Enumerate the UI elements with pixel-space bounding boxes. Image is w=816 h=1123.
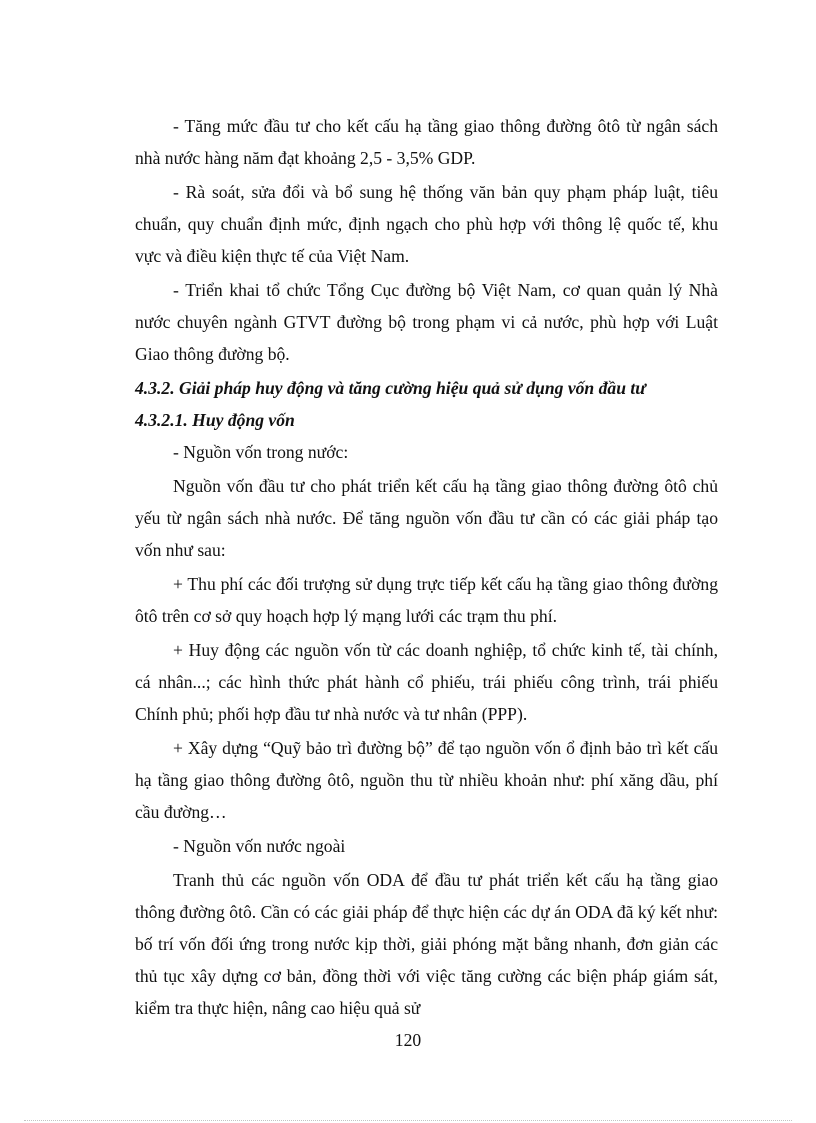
paragraph-5: Nguồn vốn đầu tư cho phát triển kết cấu hạ tầng giao thông đường ôtô chủ yếu từ ngân sách nhà nước. Để tăng nguồn vốn đầu tư cần có các giải pháp tạo vốn như sau: — [135, 476, 718, 560]
subsection-heading: 4.3.2.1. Huy động vốn — [135, 410, 295, 430]
paragraph-7: + Huy động các nguồn vốn từ các doanh nghiệp, tổ chức kinh tế, tài chính, cá nhân...; các hình thức phát hành cổ phiếu, trái phiếu công trình, trái phiếu Chính phủ; phối hợp đầu tư nhà nước và tư nhân (PPP). — [135, 640, 718, 724]
paragraph-9: - Nguồn vốn nước ngoài — [173, 836, 346, 856]
paragraph-3: - Triển khai tổ chức Tổng Cục đường bộ Việt Nam, cơ quan quản lý Nhà nước chuyên ngành GTVT đường bộ trong phạm vi cả nước, phù hợp với Luật Giao thông đường bộ. — [135, 280, 718, 364]
paragraph-2: - Rà soát, sửa đổi và bổ sung hệ thống văn bản quy phạm pháp luật, tiêu chuẩn, quy chuẩn định mức, định ngạch cho phù hợp với thông lệ quốc tế, khu vực và điều kiện thực tế của Việt Nam. — [135, 182, 718, 266]
section-heading: 4.3.2. Giải pháp huy động và tăng cường hiệu quả sử dụng vốn đầu tư — [135, 378, 646, 398]
paragraph-10: Tranh thủ các nguồn vốn ODA để đầu tư phát triển kết cấu hạ tầng giao thông đường ôtô. Cần có các giải pháp để thực hiện các dự án ODA đã ký kết như: bố trí vốn đối ứng trong nước kịp thời, giải phóng mặt bằng nhanh, đơn giản các thủ tục xây dựng cơ bản, đồng thời với việc tăng cường các biện pháp giám sát, kiểm tra thực hiện, nâng cao hiệu quả sử — [135, 870, 718, 1018]
paragraph-8: + Xây dựng “Quỹ bảo trì đường bộ” để tạo nguồn vốn ổ định bảo trì kết cấu hạ tầng giao thông đường ôtô, nguồn thu từ nhiều khoản như: phí xăng dầu, phí cầu đường… — [135, 738, 718, 822]
paragraph-1: - Tăng mức đầu tư cho kết cấu hạ tầng giao thông đường ôtô từ ngân sách nhà nước hàng năm đạt khoảng 2,5 - 3,5% GDP. — [135, 116, 718, 168]
body-text — [135, 110, 718, 1026]
page-number: 120 — [394, 1030, 422, 1050]
paragraph-4: - Nguồn vốn trong nước: — [173, 442, 349, 462]
paragraph-6: + Thu phí các đối trượng sử dụng trực tiếp kết cấu hạ tầng giao thông đường ôtô trên cơ sở quy hoạch hợp lý mạng lưới các trạm thu phí. — [135, 574, 718, 626]
page-bottom-divider — [24, 1120, 792, 1121]
